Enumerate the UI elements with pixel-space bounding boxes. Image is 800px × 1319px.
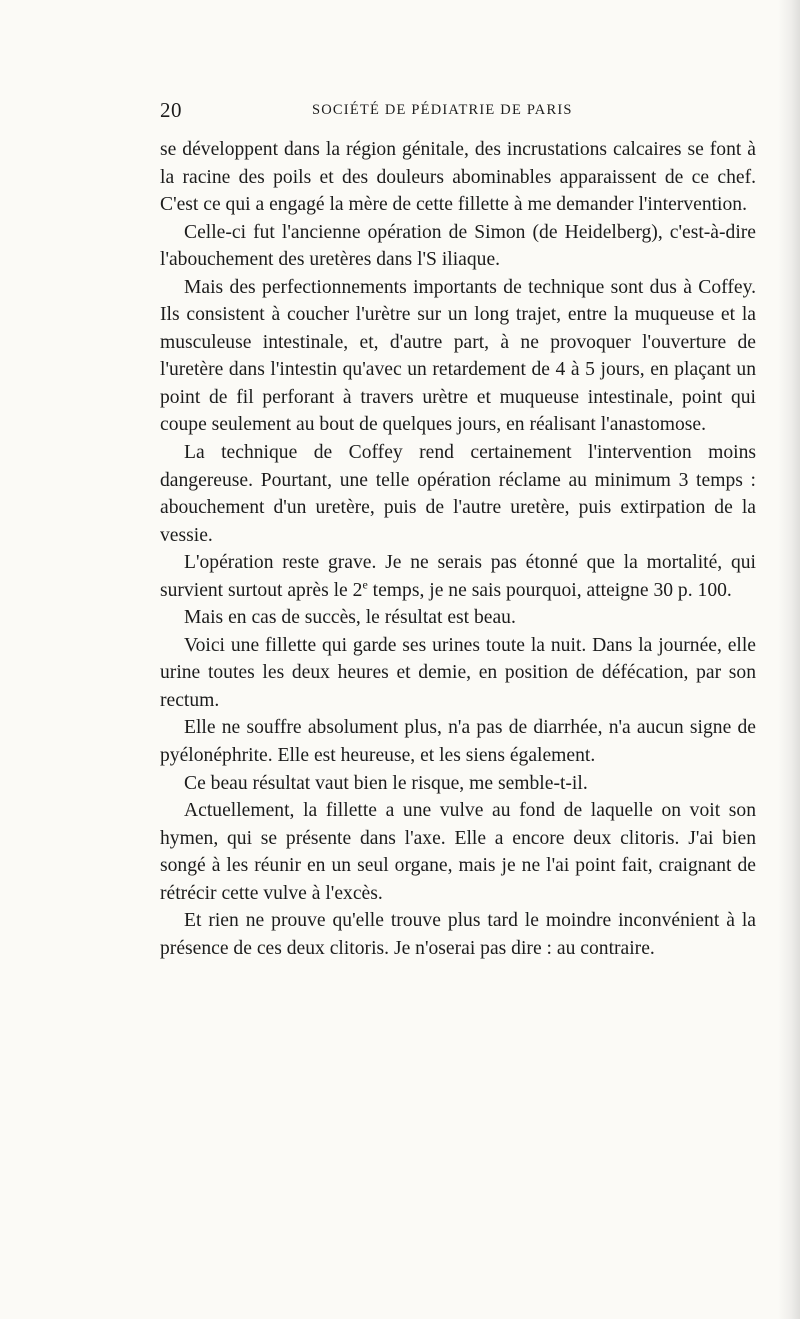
- page-number: 20: [160, 98, 182, 122]
- paragraph: Voici une fillette qui garde ses urines toute la nuit. Dans la journée, elle urine toutes les deux heures et demie, en position de défécation, par son rectum.: [160, 634, 756, 711]
- page-edge-shadow: [778, 0, 800, 1319]
- running-head: SOCIÉTÉ DE PÉDIATRIE DE PARIS: [312, 102, 573, 118]
- body-text: [160, 136, 756, 962]
- paragraph: [160, 549, 756, 604]
- paragraph: Mais en cas de succès, le résultat est beau.: [184, 607, 516, 629]
- superscript: e: [362, 577, 368, 592]
- paragraph: La technique de Coffey rend certainement l'intervention moins dangereuse. Pourtant, une telle opération réclame au minimum 3 temps : abouchement d'un uretère, puis de l'autre uretère, puis extirpation de la vessie.: [160, 442, 756, 546]
- page-header: [160, 98, 756, 128]
- paragraph: Elle ne souffre absolument plus, n'a pas de diarrhée, n'a aucun signe de pyélonéphrite. Elle est heureuse, et les siens également.: [160, 717, 756, 767]
- paragraph: Celle-ci fut l'ancienne opération de Simon (de Heidelberg), c'est-à-dire l'abouchement des uretères dans l'S iliaque.: [160, 221, 756, 271]
- paragraph-text: L'opération reste grave. Je ne serais pas étonné que la mortalité, qui survient surtout après le 2: [160, 552, 756, 601]
- paragraph-text: temps, je ne sais pourquoi, atteigne 30 p. 100.: [367, 579, 732, 601]
- paragraph-continued: se développent dans la région génitale, des incrustations calcaires se font à la racine des poils et des douleurs abominables apparaissent de ce chef. C'est ce qui a engagé la mère de cette fillette à me demander l'intervention.: [160, 139, 756, 216]
- paragraph: Ce beau résultat vaut bien le risque, me semble-t-il.: [184, 772, 588, 794]
- paragraph: Et rien ne prouve qu'elle trouve plus tard le moindre inconvénient à la présence de ces deux clitoris. Je n'oserai pas dire : au contraire.: [160, 910, 756, 959]
- paragraph: Mais des perfectionnements importants de technique sont dus à Coffey. Ils consistent à coucher l'urètre sur un long trajet, entre la muqueuse et la musculeuse intestinale, et, d'autre part, à ne provoquer l'ouverture de l'uretère dans l'intestin qu'avec un retardement de 4 à 5 jours, en plaçant un point de fil perforant à travers urètre et muqueuse intestinale, point qui coupe seulement au bout de quelques jours, en réalisant l'anastomose.: [160, 276, 756, 436]
- paragraph: Actuellement, la fillette a une vulve au fond de laquelle on voit son hymen, qui se présente dans l'axe. Elle a encore deux clitoris. J'ai bien songé à les réunir en un seul organe, mais je ne l'ai point fait, craignant de rétrécir cette vulve à l'excès.: [160, 800, 756, 904]
